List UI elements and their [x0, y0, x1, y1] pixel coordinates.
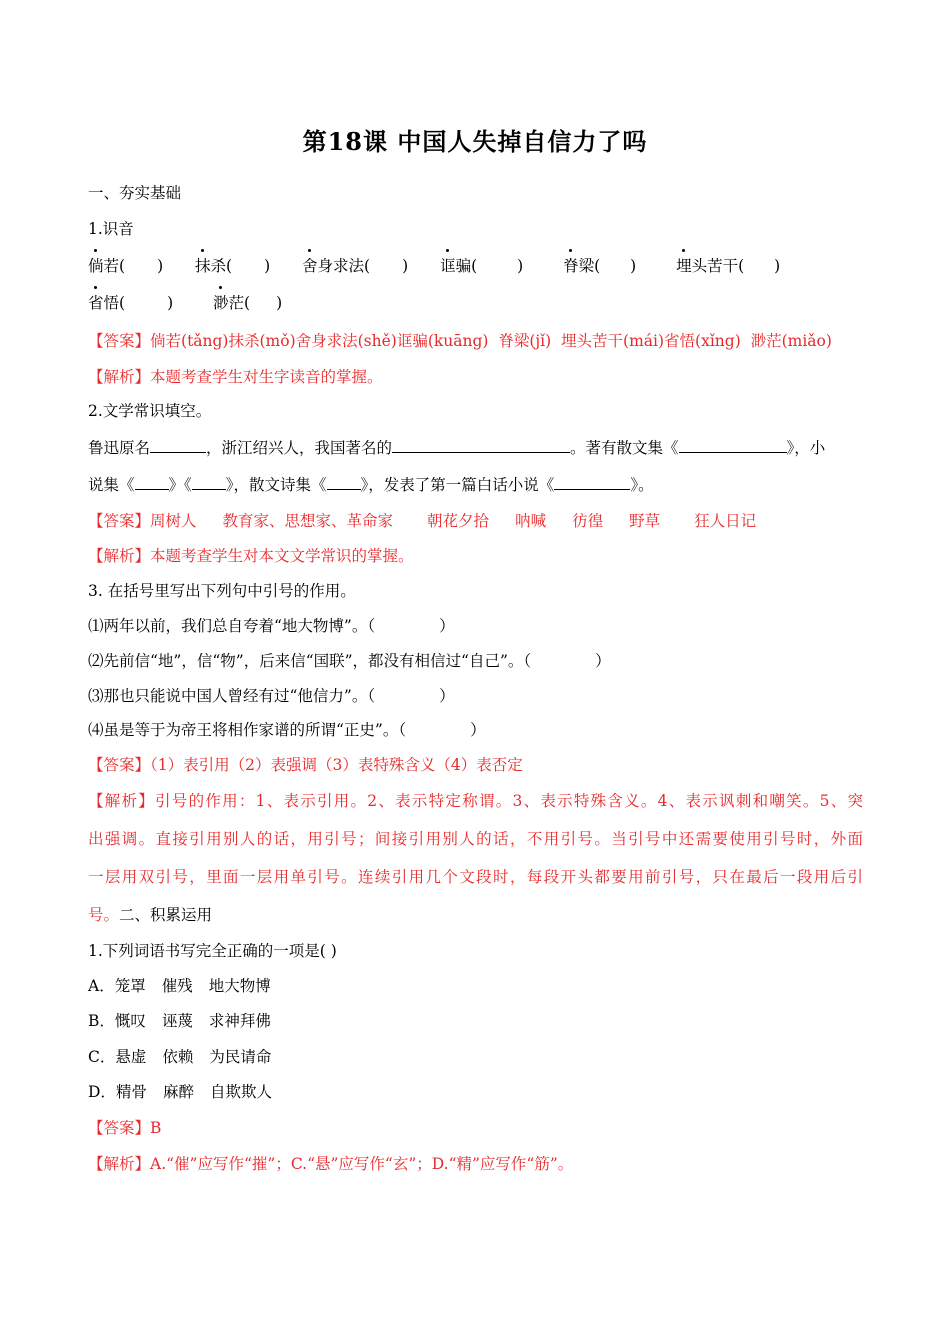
q1-pinyin-row-2: 省悟( ) 渺茫( )	[88, 294, 283, 312]
answer-item: 舍身求法(shě)	[295, 332, 397, 350]
q3-analysis-line-4: 号。二、积累运用	[88, 906, 213, 924]
answer-item: 呐喊	[515, 512, 547, 530]
answer-item: 周树人	[150, 512, 197, 530]
q1-item: 倘若(	[88, 257, 126, 275]
q4-analysis: 【解析】A.“催”应写作“摧”；C.“悬”应写作“玄”；D.“精”应写作“筋”。	[88, 1155, 574, 1173]
q1-item: 诓骗(	[440, 257, 478, 275]
answer-item: 倘若(tǎng)	[150, 332, 229, 350]
answer-item: 埋头苦干(mái)	[561, 332, 665, 350]
answer-item: 省悟(xǐng)	[664, 332, 741, 350]
q2-answer: 【答案】周树人 教育家、思想家、革命家 朝花夕拾 呐喊 彷徨 野草 狂人日记	[88, 512, 757, 530]
q1-item: 脊梁(	[563, 257, 601, 275]
blank-field	[679, 437, 787, 453]
blank-field	[554, 474, 630, 490]
section-heading-accumulation: 二、积累运用	[119, 906, 213, 924]
section-heading-basics: 一、夯实基础	[88, 184, 182, 202]
answer-item: 脊梁(jǐ)	[498, 332, 552, 350]
q2-analysis: 【解析】本题考查学生对本文文学常识的掌握。	[88, 547, 414, 565]
q3-answer: 【答案】（1）表引用（2）表强调（3）表特殊含义（4）表否定	[88, 756, 523, 774]
q1-heading: 1.识音	[88, 220, 134, 238]
q3-item-3: ⑶那也只能说中国人曾经有过“他信力”。（ ）	[88, 687, 455, 705]
answer-item: 抹杀(mǒ)	[228, 332, 296, 350]
blank-field	[192, 474, 226, 490]
q1-analysis: 【解析】本题考查学生对生字读音的掌握。	[88, 368, 383, 386]
q3-item-4: ⑷虽是等于为帝王将相作家谱的所谓“正史”。（ ）	[88, 721, 486, 739]
q3-analysis-line-2: 出强调。直接引用别人的话，用引号；间接引用别人的话，不用引号。当引号中还需要使用引号时，外面	[88, 830, 863, 848]
blank-field	[392, 437, 570, 453]
q3-analysis-line-1: 【解析】引号的作用：1、表示引用。2、表示特定称谓。3、表示特殊含义。4、表示讽刺和嘲笑。5、突	[88, 792, 863, 810]
q3-heading: 3. 在括号里写出下列句中引号的作用。	[88, 582, 356, 600]
q4-option-d: D．精骨 麻醉 自欺欺人	[88, 1083, 272, 1101]
q3-item-2: ⑵先前信“地”，信“物”，后来信“国联”，都没有相信过“自己”。（ ）	[88, 652, 611, 670]
q2-line-1: 鲁迅原名 ，浙江绍兴人，我国著名的 。著有散文集《 》，小	[88, 439, 826, 457]
q1-pinyin-row-1: 倘若( ) 抹杀( ) 舍身求法( ) 诓骗( ) 脊梁( ) 埋头苦干( )	[88, 257, 781, 275]
q1-item: 埋头苦干(	[676, 257, 745, 275]
blank-field	[150, 437, 206, 453]
q4-heading: 1.下列词语书写完全正确的一项是( )	[88, 942, 337, 960]
answer-item: 狂人日记	[694, 512, 757, 530]
answer-item: 渺茫(miǎo)	[750, 332, 832, 350]
q1-answer: 【答案】倘若(tǎng)抹杀(mǒ)舍身求法(shě)诓骗(kuāng) 脊梁(jǐ) 埋头苦干(mái)省悟(xǐng) 渺茫(miǎo)	[88, 332, 832, 350]
q1-item: 抹杀(	[195, 257, 233, 275]
blank-field	[135, 474, 169, 490]
answer-item: 野草	[629, 512, 661, 530]
q4-option-c: C．悬虚 依赖 为民请命	[88, 1048, 272, 1066]
q3-analysis-line-3: 一层用双引号，里面一层用单引号。连续引用几个文段时，每段开头都要用前引号，只在最后一段用后引	[88, 868, 863, 886]
answer-item: 教育家、思想家、革命家	[222, 512, 394, 530]
answer-item: 彷徨	[572, 512, 604, 530]
q4-answer: 【答案】B	[88, 1119, 162, 1137]
q2-heading: 2.文学常识填空。	[88, 402, 212, 420]
q1-item: 舍身求法(	[302, 257, 371, 275]
page-title: 第18课 中国人失掉自信力了吗	[302, 127, 648, 156]
q4-option-a: A．笼罩 催残 地大物博	[88, 977, 271, 995]
answer-item: 朝花夕拾	[427, 512, 490, 530]
q4-option-b: B．慨叹 诬蔑 求神拜佛	[88, 1012, 271, 1030]
answer-item: 诓骗(kuāng)	[396, 332, 489, 350]
q3-item-1: ⑴两年以前，我们总自夸着“地大物博”。（ ）	[88, 617, 455, 635]
blank-field	[327, 474, 361, 490]
q2-line-2: 说集《 》《 》，散文诗集《 》，发表了第一篇白话小说《 》。	[88, 476, 654, 494]
